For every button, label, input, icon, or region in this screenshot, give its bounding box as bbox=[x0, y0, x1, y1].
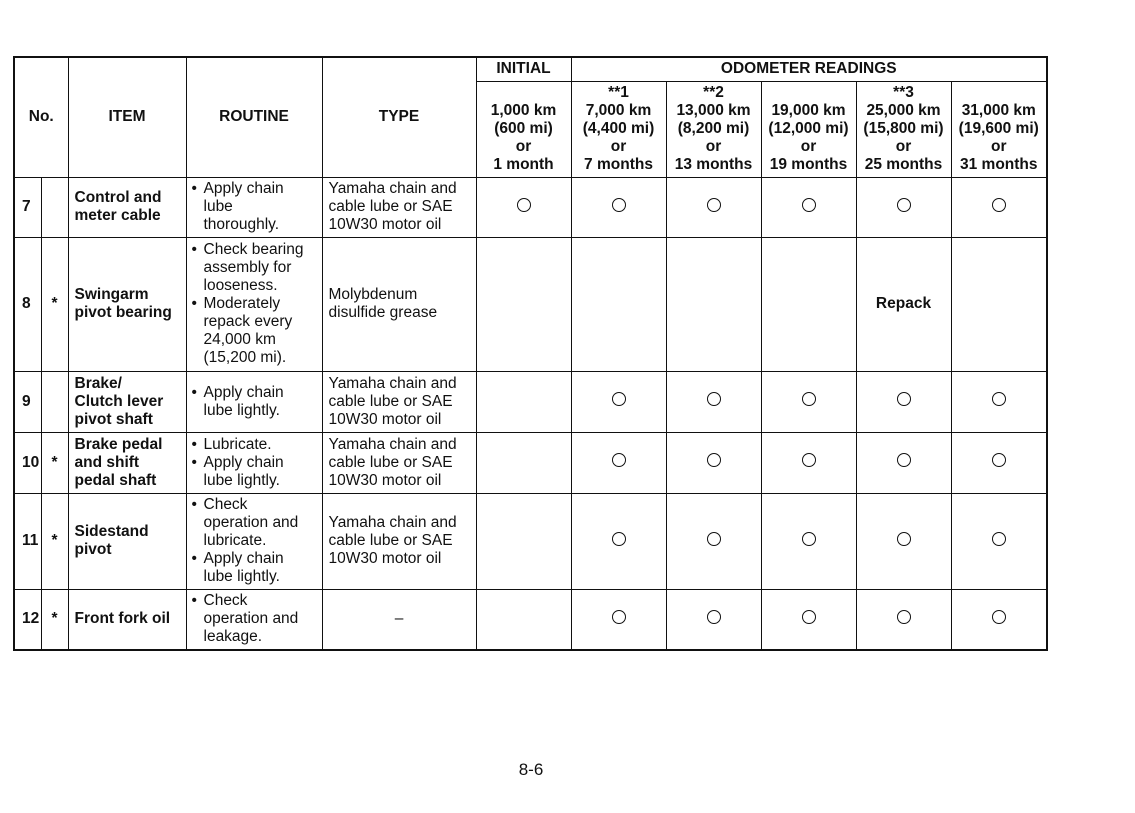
odometer-or: or bbox=[705, 138, 722, 155]
odometer-mi: (12,000 mi) bbox=[768, 120, 849, 137]
routine-bullet bbox=[192, 295, 322, 367]
type-line: Yamaha chain and bbox=[328, 374, 457, 392]
interval-cell bbox=[761, 371, 856, 432]
item-line: and shift bbox=[74, 453, 140, 471]
routine-line: operation and bbox=[203, 610, 299, 628]
interval-cell bbox=[571, 432, 666, 493]
row-type bbox=[322, 432, 476, 493]
odometer-mark bbox=[477, 84, 571, 102]
routine-bullet bbox=[192, 436, 322, 454]
odometer-or: or bbox=[991, 138, 1007, 155]
routine-line: assembly for bbox=[203, 259, 292, 276]
interval-text: Repack bbox=[875, 295, 932, 312]
interval-cell bbox=[951, 177, 1047, 237]
check-circle-icon bbox=[992, 610, 1006, 624]
routine-line: • Check bearing bbox=[203, 241, 304, 258]
interval-cell bbox=[571, 493, 666, 589]
check-circle-icon bbox=[707, 610, 721, 624]
odometer-column-6 bbox=[951, 81, 1047, 177]
routine-line: • Apply chain bbox=[203, 550, 284, 567]
odometer-km: 25,000 km bbox=[866, 102, 941, 119]
interval-cell bbox=[476, 237, 571, 371]
odometer-months: 7 months bbox=[584, 156, 653, 173]
routine-line: • Apply chain bbox=[203, 453, 284, 471]
odometer-months: 13 months bbox=[674, 156, 753, 173]
row-type bbox=[322, 493, 476, 589]
interval-cell bbox=[856, 493, 951, 589]
odometer-column-4 bbox=[761, 81, 856, 177]
header-item: ITEM bbox=[68, 57, 186, 177]
check-circle-icon bbox=[802, 532, 816, 546]
row-type bbox=[322, 177, 476, 237]
routine-line: • Check bbox=[203, 592, 248, 610]
interval-cell bbox=[666, 237, 761, 371]
header-routine: ROUTINE bbox=[186, 57, 322, 177]
interval-cell bbox=[476, 493, 571, 589]
odometer-column-3 bbox=[666, 81, 761, 177]
routine-line: lube lightly. bbox=[203, 568, 280, 585]
check-circle-icon bbox=[612, 610, 626, 624]
check-circle-icon bbox=[897, 453, 911, 467]
table-row bbox=[14, 371, 1047, 432]
check-circle-icon bbox=[992, 453, 1006, 467]
row-number: 7 bbox=[14, 177, 41, 237]
interval-cell bbox=[761, 432, 856, 493]
type-line: – bbox=[394, 610, 404, 628]
routine-line: operation and bbox=[203, 514, 299, 531]
row-star: * bbox=[41, 493, 68, 589]
check-circle-icon bbox=[707, 392, 721, 406]
item-line: Brake/ bbox=[74, 374, 122, 392]
odometer-mi: (19,600 mi) bbox=[958, 120, 1039, 137]
type-line: 10W30 motor oil bbox=[328, 550, 442, 567]
row-star: * bbox=[41, 237, 68, 371]
routine-line: (15,200 mi). bbox=[203, 349, 287, 366]
row-routine bbox=[186, 177, 322, 237]
item-line: pedal shaft bbox=[74, 471, 157, 489]
row-item bbox=[68, 432, 186, 493]
check-circle-icon bbox=[517, 198, 531, 212]
check-circle-icon bbox=[612, 198, 626, 212]
odometer-mark bbox=[952, 84, 1047, 102]
type-line: cable lube or SAE bbox=[328, 453, 453, 471]
interval-cell bbox=[476, 371, 571, 432]
row-star bbox=[41, 177, 68, 237]
routine-bullet bbox=[192, 496, 322, 550]
interval-cell bbox=[856, 371, 951, 432]
routine-line: • Lubricate. bbox=[203, 435, 272, 453]
type-line: 10W30 motor oil bbox=[328, 410, 442, 428]
odometer-km: 13,000 km bbox=[676, 102, 751, 119]
table-row bbox=[14, 432, 1047, 493]
odometer-column-1 bbox=[476, 81, 571, 177]
odometer-months: 31 months bbox=[959, 156, 1038, 173]
interval-cell bbox=[666, 589, 761, 650]
check-circle-icon bbox=[707, 532, 721, 546]
odometer-months: 25 months bbox=[864, 156, 943, 173]
routine-line: lube lightly. bbox=[203, 471, 280, 489]
odometer-or: or bbox=[800, 138, 817, 155]
interval-cell bbox=[951, 371, 1047, 432]
type-line: 10W30 motor oil bbox=[328, 471, 442, 489]
row-number: 10 bbox=[14, 432, 41, 493]
routine-bullet bbox=[192, 592, 322, 646]
odometer-months: 19 months bbox=[769, 156, 848, 173]
odometer-km: 19,000 km bbox=[771, 102, 846, 119]
check-circle-icon bbox=[992, 198, 1006, 212]
row-routine bbox=[186, 237, 322, 371]
row-item bbox=[68, 493, 186, 589]
interval-cell bbox=[951, 237, 1047, 371]
routine-line: • Moderately bbox=[203, 295, 281, 312]
interval-cell bbox=[571, 177, 666, 237]
odometer-or: or bbox=[610, 138, 627, 155]
row-type bbox=[322, 589, 476, 650]
item-line: Clutch lever bbox=[74, 392, 164, 410]
routine-line: looseness. bbox=[203, 277, 278, 294]
type-line: Yamaha chain and bbox=[328, 180, 457, 197]
routine-bullet bbox=[192, 550, 322, 586]
row-number: 12 bbox=[14, 589, 41, 650]
check-circle-icon bbox=[707, 198, 721, 212]
interval-cell bbox=[476, 432, 571, 493]
item-line: pivot bbox=[74, 541, 112, 558]
maintenance-rows bbox=[14, 177, 1047, 650]
check-circle-icon bbox=[897, 392, 911, 406]
check-circle-icon bbox=[897, 610, 911, 624]
routine-line: 24,000 km bbox=[203, 331, 276, 348]
type-line: cable lube or SAE bbox=[328, 392, 453, 410]
check-circle-icon bbox=[992, 392, 1006, 406]
row-type bbox=[322, 237, 476, 371]
row-item bbox=[68, 177, 186, 237]
item-line: pivot bearing bbox=[74, 304, 172, 321]
row-number: 9 bbox=[14, 371, 41, 432]
header-initial: INITIAL bbox=[476, 57, 571, 81]
odometer-months: 1 month bbox=[493, 156, 554, 173]
odometer-mark bbox=[762, 84, 856, 102]
routine-bullet bbox=[192, 454, 322, 490]
header-odometer-readings: ODOMETER READINGS bbox=[571, 57, 1047, 81]
row-routine bbox=[186, 371, 322, 432]
header-no: No. bbox=[14, 57, 68, 177]
routine-line: lube bbox=[203, 198, 233, 215]
odometer-mi: (15,800 mi) bbox=[863, 120, 944, 137]
row-item bbox=[68, 589, 186, 650]
routine-line: leakage. bbox=[203, 628, 263, 646]
odometer-mark: **1 bbox=[608, 84, 629, 101]
check-circle-icon bbox=[897, 198, 911, 212]
row-routine bbox=[186, 589, 322, 650]
item-line: meter cable bbox=[74, 207, 161, 224]
interval-cell bbox=[856, 177, 951, 237]
odometer-mi: (8,200 mi) bbox=[677, 120, 750, 137]
interval-cell bbox=[856, 589, 951, 650]
interval-cell bbox=[666, 371, 761, 432]
check-circle-icon bbox=[802, 453, 816, 467]
item-line: Control and bbox=[74, 189, 162, 206]
row-routine bbox=[186, 493, 322, 589]
odometer-mark: **3 bbox=[893, 84, 914, 101]
check-circle-icon bbox=[707, 453, 721, 467]
check-circle-icon bbox=[802, 198, 816, 212]
item-line: Brake pedal bbox=[74, 435, 163, 453]
interval-cell bbox=[666, 493, 761, 589]
type-line: disulfide grease bbox=[328, 304, 438, 321]
row-star: * bbox=[41, 432, 68, 493]
routine-line: thoroughly. bbox=[203, 216, 280, 233]
interval-cell bbox=[951, 432, 1047, 493]
item-line: Swingarm bbox=[74, 286, 149, 303]
interval-cell bbox=[856, 432, 951, 493]
type-line: Yamaha chain and bbox=[328, 514, 457, 531]
table-row bbox=[14, 493, 1047, 589]
check-circle-icon bbox=[992, 532, 1006, 546]
type-line: Molybdenum bbox=[328, 286, 418, 303]
interval-cell bbox=[951, 589, 1047, 650]
interval-cell bbox=[571, 371, 666, 432]
odometer-km: 7,000 km bbox=[585, 102, 652, 119]
table-row bbox=[14, 237, 1047, 371]
interval-cell bbox=[571, 589, 666, 650]
row-item bbox=[68, 371, 186, 432]
odometer-or: or bbox=[895, 138, 912, 155]
odometer-or: or bbox=[515, 138, 532, 155]
routine-bullet bbox=[192, 384, 322, 420]
row-item bbox=[68, 237, 186, 371]
item-line: Front fork oil bbox=[74, 610, 171, 628]
row-star: * bbox=[41, 589, 68, 650]
interval-cell bbox=[666, 177, 761, 237]
row-type bbox=[322, 371, 476, 432]
routine-line: lubricate. bbox=[203, 532, 267, 549]
routine-line: • Check bbox=[203, 496, 248, 513]
type-line: cable lube or SAE bbox=[328, 532, 453, 549]
header-type: TYPE bbox=[322, 57, 476, 177]
interval-cell bbox=[761, 177, 856, 237]
odometer-mi: (4,400 mi) bbox=[582, 120, 655, 137]
odometer-km: 1,000 km bbox=[490, 102, 557, 119]
row-star bbox=[41, 371, 68, 432]
routine-line: • Apply chain bbox=[203, 383, 284, 401]
odometer-mi: (600 mi) bbox=[494, 120, 553, 137]
page-number: 8-6 bbox=[518, 760, 544, 779]
odometer-column-5 bbox=[856, 81, 951, 177]
routine-line: repack every bbox=[203, 313, 293, 330]
check-circle-icon bbox=[802, 610, 816, 624]
row-routine bbox=[186, 432, 322, 493]
interval-cell bbox=[761, 493, 856, 589]
routine-line: • Apply chain bbox=[203, 180, 284, 197]
odometer-column-2 bbox=[571, 81, 666, 177]
check-circle-icon bbox=[612, 532, 626, 546]
interval-cell bbox=[476, 177, 571, 237]
routine-bullet bbox=[192, 241, 322, 295]
interval-cell bbox=[856, 237, 951, 371]
item-line: pivot shaft bbox=[74, 410, 153, 428]
check-circle-icon bbox=[612, 392, 626, 406]
row-number: 11 bbox=[14, 493, 41, 589]
type-line: 10W30 motor oil bbox=[328, 216, 442, 233]
maintenance-table bbox=[13, 56, 1048, 651]
check-circle-icon bbox=[612, 453, 626, 467]
table-row bbox=[14, 177, 1047, 237]
interval-cell bbox=[666, 432, 761, 493]
routine-bullet bbox=[192, 180, 322, 234]
table-row bbox=[14, 589, 1047, 650]
interval-cell bbox=[951, 493, 1047, 589]
interval-cell bbox=[571, 237, 666, 371]
interval-cell bbox=[476, 589, 571, 650]
type-line: Yamaha chain and bbox=[328, 435, 457, 453]
interval-cell bbox=[761, 589, 856, 650]
type-line: cable lube or SAE bbox=[328, 198, 453, 215]
row-number: 8 bbox=[14, 237, 41, 371]
odometer-km: 31,000 km bbox=[961, 102, 1036, 119]
check-circle-icon bbox=[802, 392, 816, 406]
odometer-mark: **2 bbox=[703, 84, 724, 101]
interval-cell bbox=[761, 237, 856, 371]
item-line: Sidestand bbox=[74, 523, 149, 540]
routine-line: lube lightly. bbox=[203, 401, 280, 419]
check-circle-icon bbox=[897, 532, 911, 546]
